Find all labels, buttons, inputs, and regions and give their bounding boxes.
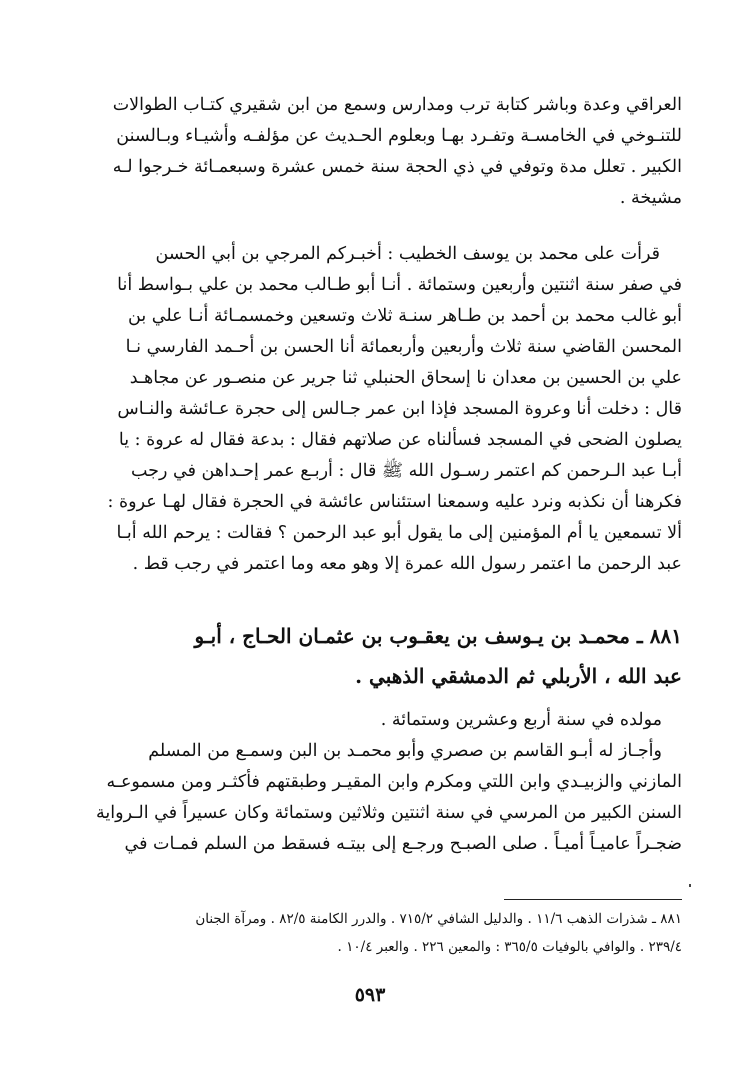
text-line: فكرهنا أن نكذبه ونرد عليه وسمعنا استئناس عائشة في الحجرة فقال لهـا عروة : [107,492,682,512]
paragraph-continued [82,90,682,214]
text-line: أبـا عبد الـرحمن كم اعتمر رسـول الله ﷺ قال : أربـع عمر إحـداهن في رجب [130,461,682,481]
text-line: الكبير . تعلل مدة وتوفي في ذي الحجة سنة خمس عشرة وسبعمـائة خـرجوا لـه [112,157,682,177]
entry-heading-line: عبد الله ، الأربلي ثم الدمشقي الذهبي . [355,664,682,688]
text-line: وأجـاز له أبـو القاسم بن صصري وأبو محمـد بن البن وسمـع من المسلم [148,741,662,761]
text-line: ألا تسمعين يا أم المؤمنين إلى ما يقول أبو عبد الرحمن ؟ فقالت : يرحم الله أبـا [116,523,682,543]
text-line: العراقي وعدة وباشر كتابة ترب ومدارس وسمع من ابن شقيري كتـاب الطوالات [112,95,682,115]
footnote-divider [504,899,682,900]
text-line: في صفر سنة اثنتين وأربعين وستمائة . أنـا أبو طـالب محمد بن علي بـواسط أنا [117,275,682,295]
text-line: عبد الرحمن ما اعتمر رسول الله عمرة إلا وهو معه وما اعتمر في رجب قط . [132,554,682,574]
text-line: ضجـراً عاميـاً أميـاً . صلى الصبـح ورجـع إلى بيتـه فسقط من السلم فمـات في [124,834,682,854]
text-line: مشيخة . [619,188,682,208]
text-line: مولده في سنة أربع وعشرين وستمائة . [380,710,662,730]
text-line: قرأت على محمد بن يوسف الخطيب : أخبـركم المرجي بن أبي الحسن [155,244,660,264]
text-line: للتنـوخي في الخامسـة وتفـرد بهـا وبعلوم الحـديث عن مؤلفـه وأشيـاء وبـالسنن [116,126,682,146]
page-number: ٥٩٣ [354,984,386,1006]
text-line: أبو غالب محمد بن أحمد بن طـاهر سنـة ثلاث وتسعين وخمسمـائة أنـا علي بن [128,306,682,326]
text-line: قال : دخلت أنا وعروة المسجد فإذا ابن عمر جـالس إلى حجرة عـائشة والنـاس [117,399,682,419]
footnote-line: ٨٨١ ـ شذرات الذهب ١١/٦ . والدليل الشافي ٧١٥/٢ . والدرر الكامنة ٨٢/٥ . ومرآة الجنان [195,911,682,927]
text-line: علي بن الحسين بن معدان نا إسحاق الحنبلي ثنا جرير عن منصـور عن مجاهـد [129,368,682,388]
footnote [62,905,682,961]
entry-heading-line: ٨٨١ ـ محمـد بن يـوسف بن يعقـوب بن عثمـان الحـاج ، أبـو [194,624,682,648]
text-line: المازني والزبيـدي وابن اللتي ومكرم وابن المقيـر وطبقتهم فأكثـر ومن مسموعـه [106,772,682,792]
margin-mark [689,884,691,887]
text-line: السنن الكبير من المرسي في سنة اثنتين وثلاثين وستمائة وكان عسيراً في الـرواية [96,803,682,823]
paragraph-biography [82,705,682,860]
paragraph-hadith-chain [82,239,682,580]
text-line: يصلون الضحى في المسجد فسألناه عن صلاتهم فقال : بدعة فقال له عروة : يا [118,430,682,450]
footnote-line: ٢٣٩/٤ . والوافي بالوفيات ٣٦٥/٥ : والمعين ٢٢٦ . والعبر ١٠/٤ . [337,939,682,955]
entry-heading [62,616,682,696]
text-line: المحسن القاضي سنة ثلاث وأربعين وأربعمائة أنا الحسن بن أحـمد الفارسي نـا [125,337,682,357]
